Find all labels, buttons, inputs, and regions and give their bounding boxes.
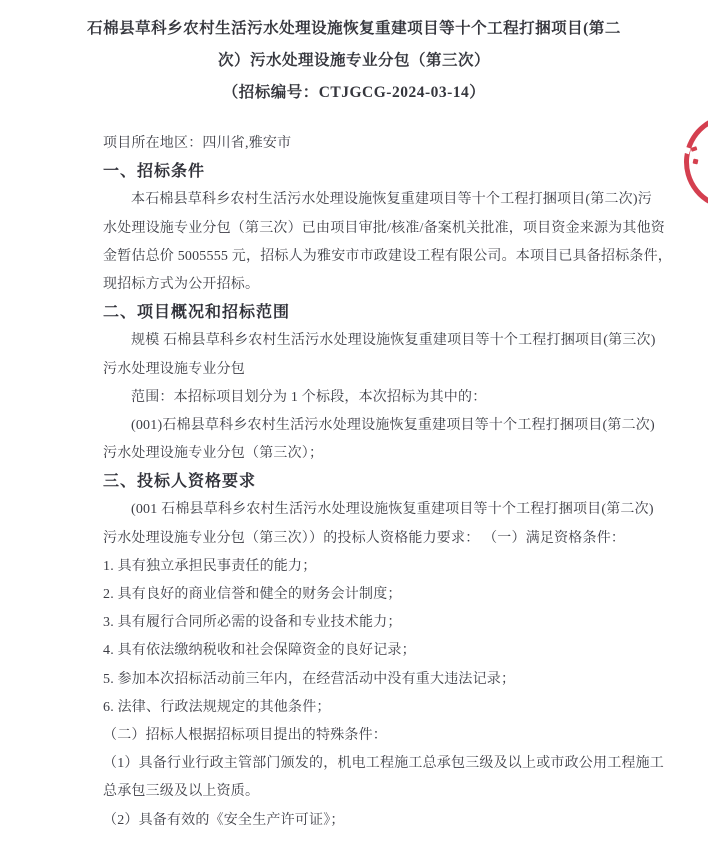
tender-number-line: （招标编号：CTJGCG-2024-03-14） bbox=[222, 84, 486, 101]
document-text-line: 金暂估总价 5005555 元，招标人为雅安市市政建设工程有限公司。本项目已具备招标条件， bbox=[103, 248, 672, 264]
section-heading: 三、投标人资格要求 bbox=[103, 473, 257, 491]
document-text-line: 规模 石棉县草科乡农村生活污水处理设施恢复重建项目等十个工程打捆项目(第三次) bbox=[131, 333, 656, 349]
document-text-line: 4. 具有依法缴纳税收和社会保障资金的良好记录； bbox=[103, 643, 416, 659]
document-text-line: 污水处理设施专业分包（第三次）； bbox=[103, 446, 324, 462]
document-text-line: 水处理设施专业分包（第三次）已由项目审批/核准/备案机关批准，项目资金来源为其他资 bbox=[103, 220, 665, 236]
official-seal-text-fragment-icon bbox=[693, 159, 699, 165]
document-title-line-2: 次）污水处理设施专业分包（第三次） bbox=[217, 52, 490, 69]
section-heading: 一、招标条件 bbox=[103, 163, 206, 181]
section-heading: 二、项目概况和招标范围 bbox=[103, 304, 291, 322]
document-text-line: 1. 具有独立承担民事责任的能力； bbox=[103, 558, 317, 574]
document-text-line: 项目所在地区：四川省,雅安市 bbox=[103, 136, 292, 151]
document-text-line: (001)石棉县草科乡农村生活污水处理设施恢复重建项目等十个工程打捆项目(第二次) bbox=[131, 417, 655, 433]
document-body bbox=[0, 130, 708, 835]
document-title-line-1: 石棉县草科乡农村生活污水处理设施恢复重建项目等十个工程打捆项目(第二 bbox=[87, 20, 621, 37]
document-text-line: 现招标方式为公开招标。 bbox=[103, 276, 260, 292]
document-text-line: 6. 法律、行政法规规定的其他条件； bbox=[103, 699, 331, 715]
document-title bbox=[0, 0, 708, 109]
document-text-line: （2）具备有效的《安全生产许可证》； bbox=[103, 812, 345, 828]
document-text-line: 污水处理设施专业分包 bbox=[103, 361, 245, 377]
document-text-line: （二）招标人根据招标项目提出的特殊条件： bbox=[103, 727, 387, 743]
document-text-line: 3. 具有履行合同所必需的设备和专业技术能力； bbox=[103, 615, 402, 631]
document-text-line: 5. 参加本次招标活动前三年内，在经营活动中没有重大违法记录； bbox=[103, 671, 516, 687]
document-text-line: (001 石棉县草科乡农村生活污水处理设施恢复重建项目等十个工程打捆项目(第二次) bbox=[131, 502, 654, 518]
document-text-line: 2. 具有良好的商业信誉和健全的财务会计制度； bbox=[103, 587, 402, 602]
document-text-line: 污水处理设施专业分包（第三次））的投标人资格能力要求： （一）满足资格条件： bbox=[103, 530, 626, 546]
document-text-line: 总承包三级及以上资质。 bbox=[103, 784, 260, 800]
document-text-line: （1）具备行业行政主管部门颁发的，机电工程施工总承包三级及以上或市政公用工程施工 bbox=[103, 756, 664, 772]
document-text-line: 本石棉县草科乡农村生活污水处理设施恢复重建项目等十个工程打捆项目(第二次)污 bbox=[131, 192, 652, 208]
document-text-line: 范围：本招标项目划分为 1 个标段，本次招标为其中的： bbox=[131, 389, 487, 405]
